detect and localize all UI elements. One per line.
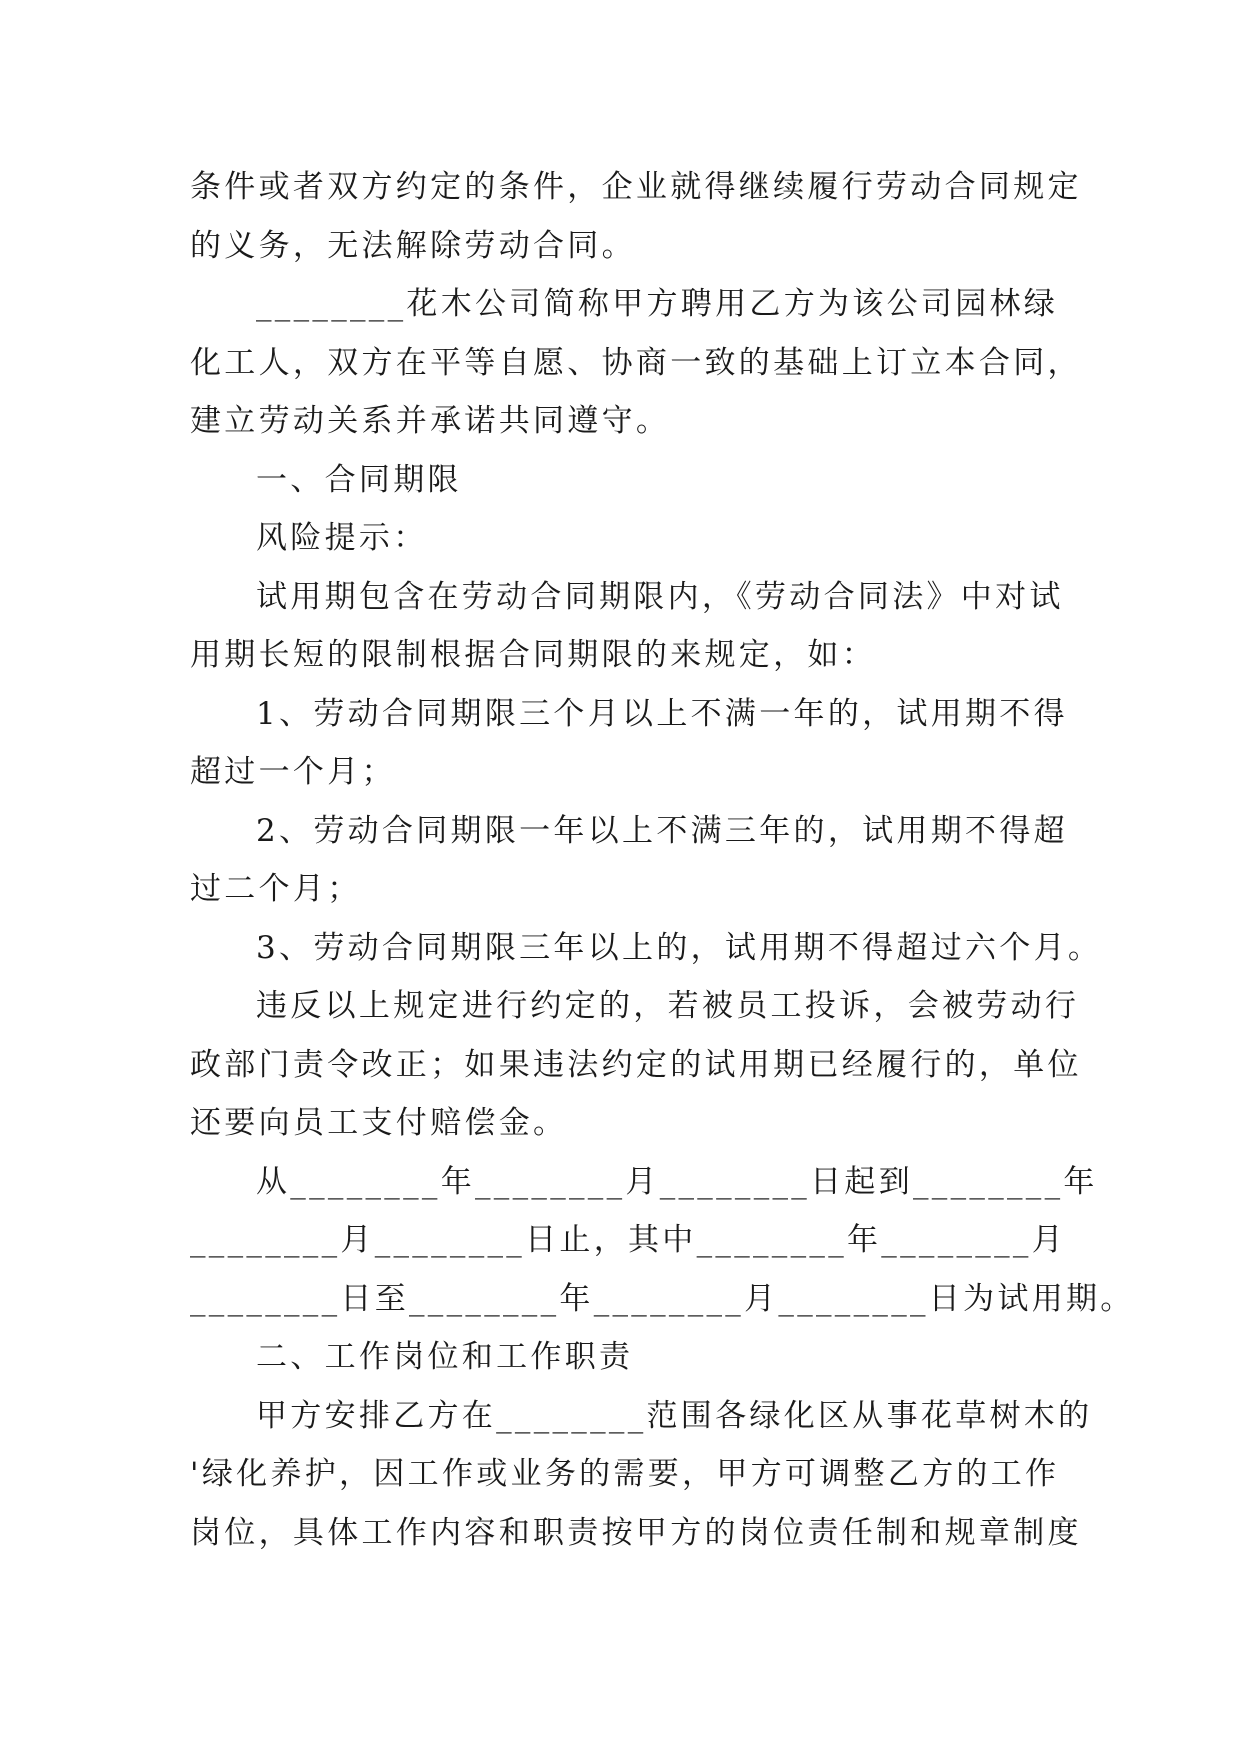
text-line: 岗位，具体工作内容和职责按甲方的岗位责任制和规章制度 [190, 1514, 1082, 1551]
text-line: 还要向员工支付赔偿金。 [190, 1105, 568, 1141]
text-line: 过二个月； [190, 871, 362, 907]
text-line: 用期长短的限制根据合同期限的来规定，如： [190, 637, 876, 673]
text-line: 违反以上规定进行约定的，若被员工投诉，会被劳动行 [256, 988, 1080, 1024]
list-item: 3、劳动合同期限三年以上的，试用期不得超过六个月。 [256, 929, 1103, 966]
risk-note-label: 风险提示： [256, 520, 428, 556]
text-line: 化工人，双方在平等自愿、协商一致的基础上订立本合同， [190, 344, 1082, 381]
list-item: 1、劳动合同期限三个月以上不满一年的，试用期不得 [256, 695, 1068, 732]
text-line: 政部门责令改正；如果违法约定的试用期已经履行的，单位 [190, 1046, 1082, 1083]
section-heading: 二、工作岗位和工作职责 [256, 1339, 634, 1375]
list-item: 2、劳动合同期限一年以上不满三年的，试用期不得超 [256, 812, 1068, 849]
text-line: 条件或者双方约定的条件，企业就得继续履行劳动合同规定 [190, 169, 1082, 205]
text-line: 的义务，无法解除劳动合同。 [190, 227, 636, 264]
text-line: 试用期包含在劳动合同期限内，《劳动合同法》中对试 [256, 578, 1064, 615]
text-line: 建立劳动关系并承诺共同遵守。 [190, 403, 671, 439]
date-fill-line: ________日至________年________月________日为试用期。 [190, 1280, 1135, 1317]
text-line: ________花木公司简称甲方聘用乙方为该公司园林绿 [256, 286, 1059, 322]
text-line: 甲方安排乙方在________范围各绿化区从事花草树木的 [256, 1397, 1093, 1434]
text-line: '绿化养护，因工作或业务的需要，甲方可调整乙方的工作 [190, 1456, 1060, 1492]
document-body [190, 158, 1135, 1562]
text-line: 超过一个月； [190, 754, 396, 790]
section-heading: 一、合同期限 [256, 461, 462, 498]
date-fill-line: 从________年________月________日起到________年 [256, 1163, 1098, 1200]
date-fill-line: ________月________日止，其中________年________月 [190, 1222, 1066, 1258]
